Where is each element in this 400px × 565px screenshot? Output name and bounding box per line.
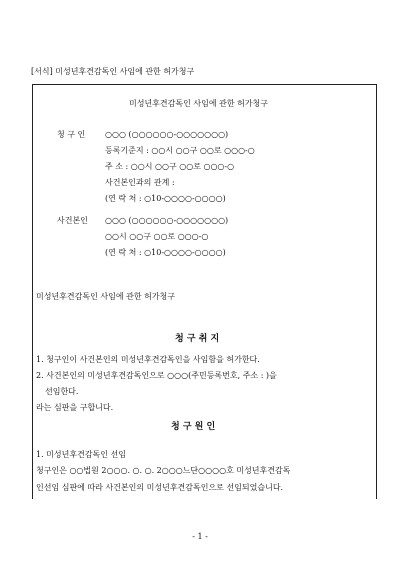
subject-label: 사건본인 bbox=[57, 216, 88, 225]
subject-name-id: ○○○ (○○○○○○-○○○○○○○) bbox=[105, 216, 229, 225]
applicant-address: 주 소 : ○○시 ○○구 ○○로 ○○○-○ bbox=[105, 162, 235, 171]
subject-address: ○○시 ○○구 ○○로 ○○○-○ bbox=[105, 232, 209, 241]
cause-heading: 청 구 원 인 bbox=[171, 422, 216, 432]
applicant-label: 청 구 인 bbox=[57, 130, 86, 139]
applicant-reg-address: 등록기준지 : ○○시 ○○구 ○○로 ○○○-○ bbox=[105, 146, 255, 155]
form-caption: [서식] 미성년후견감독인 사임에 관한 허가청구 bbox=[31, 67, 195, 76]
subject-contact: (연 락 처 : ○10-○○○○-○○○○) bbox=[105, 248, 226, 257]
applicant-contact: (연 락 처 : ○10-○○○○-○○○○) bbox=[105, 194, 226, 203]
case-name: 미성년후견감독인 사임에 관한 허가청구 bbox=[36, 292, 176, 301]
document-title: 미성년후견감독인 사임에 관한 허가청구 bbox=[129, 99, 269, 108]
cause-body-line-2: 인선임 심판에 따라 사건본인의 미성년후견감독인으로 선임되었습니다. bbox=[36, 483, 284, 492]
purpose-item-1: 1. 청구인이 사건본인의 미성년후견감독인을 사임함을 허가한다. bbox=[36, 355, 260, 364]
applicant-relation: 사건본인과의 관계 : bbox=[105, 178, 175, 187]
purpose-item-2-cont: 선임한다. bbox=[45, 387, 79, 396]
purpose-closing: 라는 심판을 구합니다. bbox=[36, 403, 114, 412]
purpose-heading: 청 구 취 지 bbox=[175, 334, 220, 344]
applicant-name-id: ○○○ (○○○○○○-○○○○○○○) bbox=[105, 130, 229, 139]
cause-body-line-1: 청구인은 ○○법원 2○○○. ○. ○. 2○○○느단○○○○호 미성년후견감독 bbox=[36, 466, 291, 475]
page-number: - 1 - bbox=[192, 532, 208, 541]
document-frame bbox=[32, 84, 377, 499]
cause-item-1: 1. 미성년후견감독인 선임 bbox=[36, 450, 126, 459]
purpose-item-2: 2. 사건본인의 미성년후견감독인으로 ○○○(주민등록번호, 주소 : )을 bbox=[36, 371, 277, 380]
